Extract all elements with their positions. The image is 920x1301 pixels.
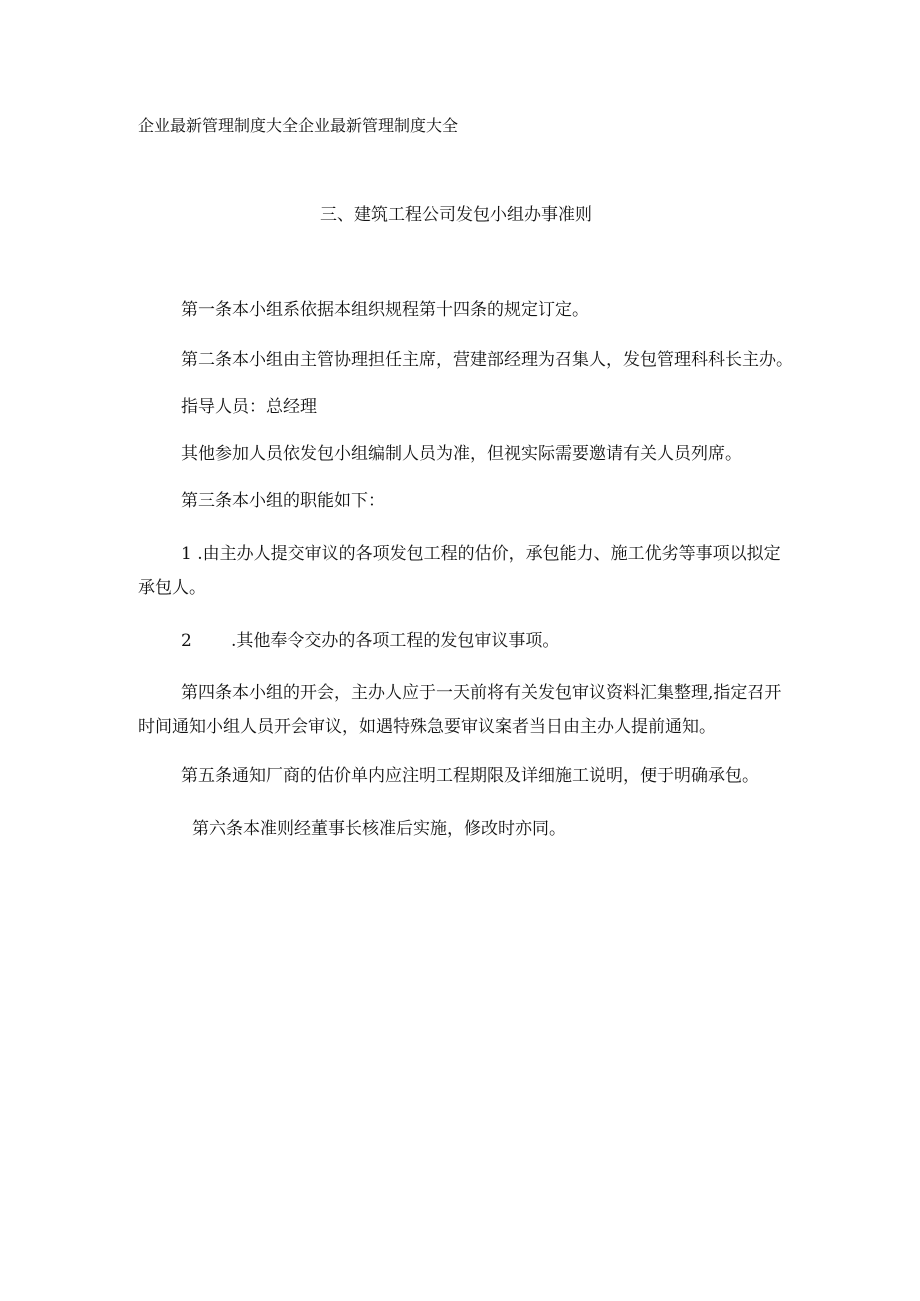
item-1-line-2: 承包人。 (138, 578, 206, 598)
article-3: 第三条本小组的职能如下： (181, 491, 385, 511)
running-header: 企业最新管理制度大全企业最新管理制度大全 (138, 116, 459, 135)
item-2-text: .其他奉令交办的各项工程的发包审议事项。 (231, 631, 560, 651)
article-2: 第二条本小组由主管协理担任主席，营建部经理为召集人，发包管理科科长主办。 (181, 350, 793, 370)
document-title: 三、建筑工程公司发包小组办事准则 (320, 205, 592, 225)
guide-personnel: 指导人员：总经理 (181, 397, 317, 417)
article-4-line-1: 第四条本小组的开会，主办人应于一天前将有关发包审议资料汇集整理,指定召开 (181, 683, 782, 703)
article-4-line-2: 时间通知小组人员开会审议，如遇特殊急要审议案者当日由主办人提前通知。 (138, 717, 716, 737)
item-2-number: 2 (181, 631, 192, 651)
item-2 (181, 630, 559, 652)
item-1-line-1: 1 .由主办人提交审议的各项发包工程的估价，承包能力、施工优劣等事项以拟定 (181, 544, 781, 564)
other-participants: 其他参加人员依发包小组编制人员为准，但视实际需要邀请有关人员列席。 (181, 444, 742, 464)
article-1: 第一条本小组系依据本组织规程第十四条的规定订定。 (181, 300, 589, 320)
article-5: 第五条通知厂商的估价单内应注明工程期限及详细施工说明，便于明确承包。 (181, 766, 759, 786)
article-6: 第六条本准则经董事长核准后实施，修改时亦同。 (192, 819, 566, 839)
